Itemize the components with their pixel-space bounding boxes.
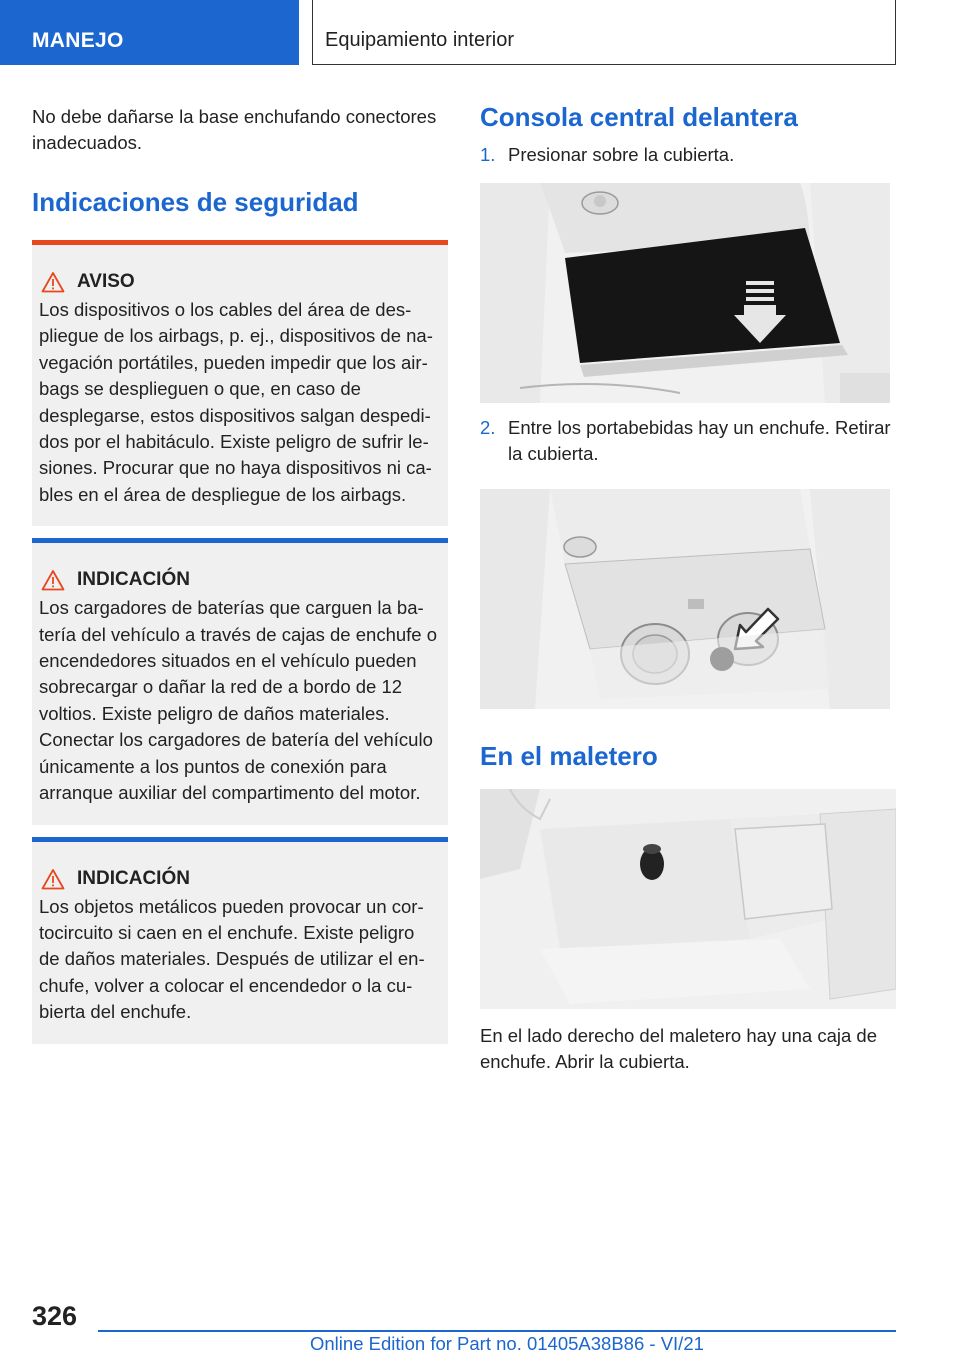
notice-body: Los cargadores de baterías que carguen la batería del vehículo a través de cajas de enchufe o encendedores situados en el vehículo pueden sobrecargar o dañar la red de a bordo de 12 voltios. Existe peligro de daños materiales. Conectar los cargadores de batería del vehículo únicamente a los puntos de conexión para arranque auxiliar del compartimento del motor. [39, 597, 438, 804]
warning-triangle-icon [41, 868, 65, 890]
footer-edition: Online Edition for Part no. 01405A38B86 - VI/21 [310, 1333, 704, 1354]
left-column [32, 104, 448, 1044]
warning-triangle-icon [41, 569, 65, 591]
trunk-paragraph: En el lado derecho del maletero hay una caja de enchufe. Abrir la cubierta. [480, 1025, 877, 1072]
trunk-heading: En el maletero [480, 741, 658, 771]
footer-rule [98, 1330, 896, 1332]
notice-aviso [32, 240, 448, 526]
step-1 [480, 142, 896, 168]
right-column [480, 100, 896, 1075]
notice-head [39, 269, 440, 295]
notice-head [39, 567, 440, 593]
notice-indicacion-1 [32, 538, 448, 824]
trunk-socket-illustration [480, 789, 896, 1009]
notice-title: INDICACIÓN [77, 569, 190, 591]
safety-heading: Indicaciones de seguridad [32, 187, 359, 217]
power-socket-icon [640, 844, 664, 880]
header-chapter-label: Equipamiento interior [325, 29, 514, 51]
header-chapter-box [312, 0, 896, 65]
step-text: Presionar sobre la cubierta. [508, 144, 735, 165]
step-2 [480, 415, 896, 467]
notice-indicacion-2 [32, 837, 448, 1044]
step-text: Entre los portabebidas hay un enchufe. Retirar la cubierta. [508, 417, 891, 464]
warning-triangle-icon [41, 271, 65, 293]
page-number: 326 [32, 1301, 78, 1331]
step-number: 1. [480, 144, 496, 165]
console-heading: Consola central delantera [480, 102, 798, 132]
notice-body: Los objetos metálicos pueden provocar un cortocircuito si caen en el enchufe. Existe peligro de daños materiales. Después de utilizar el enchufe, volver a colocar el encendedor o la cubierta del enchufe. [39, 895, 425, 1023]
header-section-tab [0, 0, 299, 65]
console-cover-illustration [480, 183, 890, 403]
notice-head [39, 866, 440, 892]
step-number: 2. [480, 417, 496, 438]
header-section-label: MANEJO [32, 29, 124, 52]
intro-paragraph: No debe dañarse la base enchufando conectores inadecuados. [32, 106, 437, 153]
cupholder-socket-illustration [480, 489, 890, 709]
notice-body: Los dispositivos o los cables del área de despliegue de los airbags, p. ej., dispositivos de navegación portátiles, pueden impedir que los airbags se desplieguen o que, en caso de desplegarse, estos dispositivos salgan despedidos por el habitáculo. Existe peligro de sufrir lesiones. Procurar que no haya dispositivos ni cables en el área de despliegue de los airbags. [39, 299, 433, 505]
notice-title: INDICACIÓN [77, 867, 190, 889]
notice-title: AVISO [77, 271, 135, 292]
